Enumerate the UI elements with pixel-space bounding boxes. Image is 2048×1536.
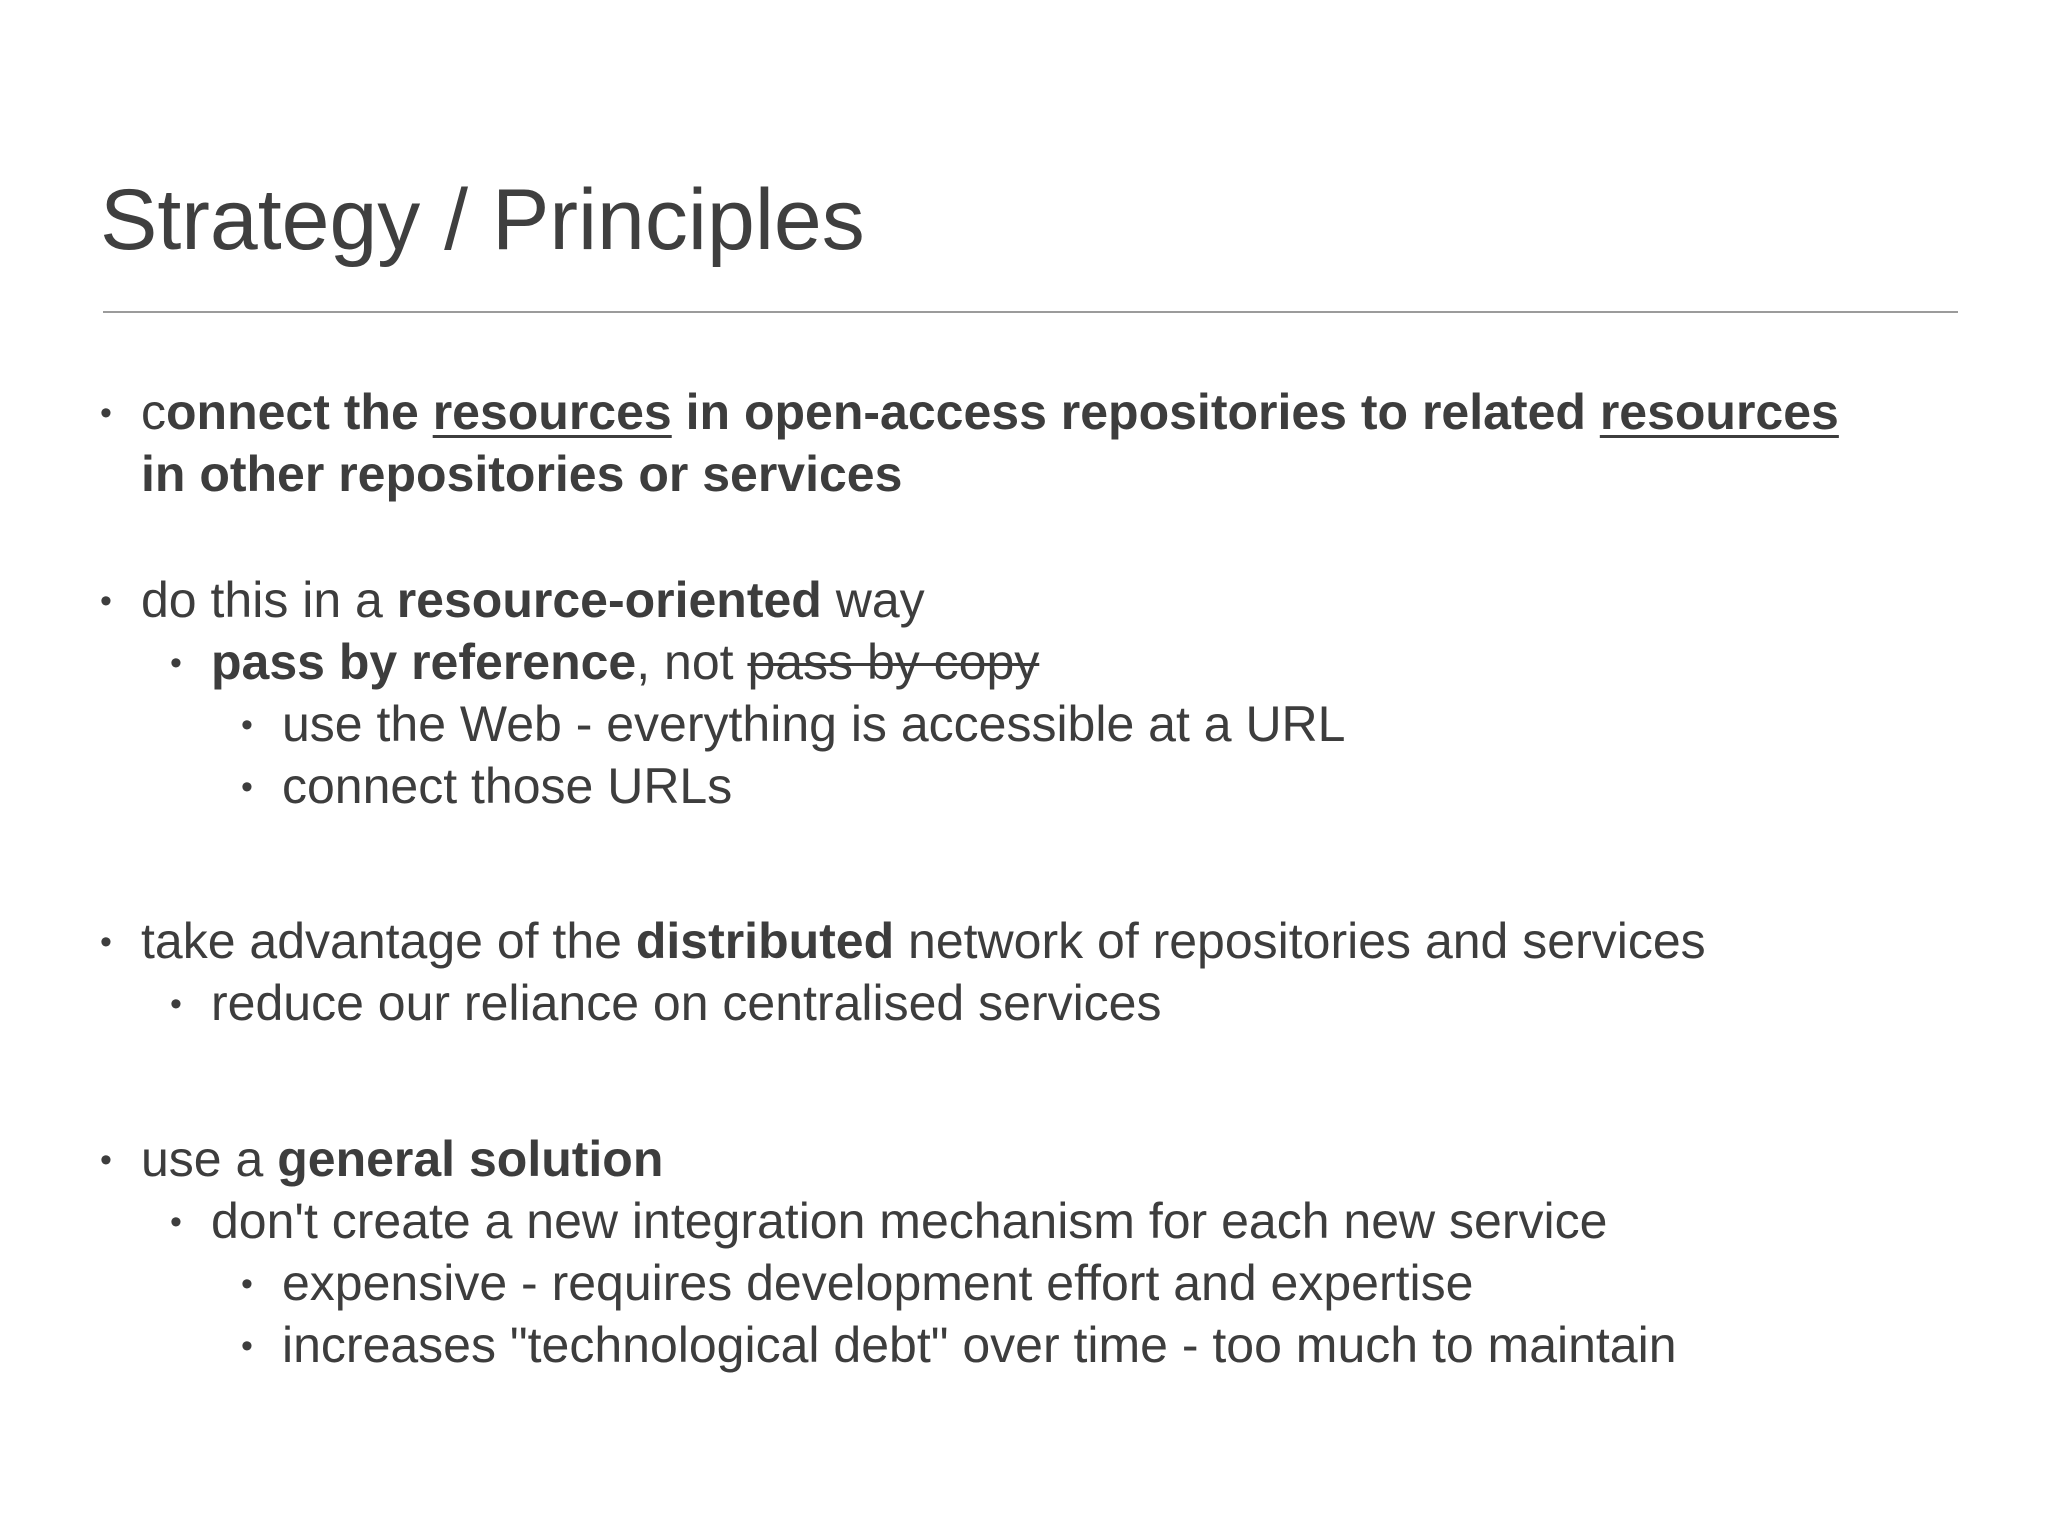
- bullet-1-text-b: onnect the: [166, 384, 433, 440]
- bullet-2-sub-1-text-b: , not: [636, 634, 748, 690]
- bullet-1-line-2: [141, 443, 902, 505]
- sub-bullet-dot: •: [170, 644, 182, 682]
- bullet-4-sub-1: don't create a new integration mechanism for each new service: [211, 1193, 1608, 1249]
- bullet-3-sub-1: reduce our reliance on centralised services: [211, 975, 1162, 1031]
- bullet-2-text-a: do this in a: [141, 572, 397, 628]
- bullet-2-sub-1-item-1: use the Web - everything is accessible at a URL: [282, 696, 1346, 752]
- bullet-1-text-line2: in other repositories or services: [141, 446, 903, 502]
- bullet-1-resources-2: resources: [1599, 384, 1839, 440]
- bullet-1-text-a: c: [141, 384, 166, 440]
- bullet-4-sub-1-item-2: increases "technological debt" over time - too much to maintain: [282, 1317, 1677, 1373]
- bullet-2-sub-1: [211, 631, 1039, 693]
- sub-bullet-dot: •: [170, 1203, 182, 1241]
- title-divider: [103, 311, 1958, 313]
- sub-sub-bullet-dot: •: [241, 1327, 253, 1365]
- slide-title: Strategy / Principles: [100, 172, 865, 268]
- bullet-dot: •: [100, 394, 112, 432]
- bullet-dot: •: [100, 923, 112, 961]
- bullet-1-text-d: in open-access repositories to related: [671, 384, 1600, 440]
- bullet-1-line-1: [141, 381, 1839, 443]
- bullet-4-text-b: general solution: [277, 1131, 664, 1187]
- bullet-2-sub-1-text-a: pass by reference: [211, 634, 637, 690]
- bullet-3-text-c: network of repositories and services: [894, 913, 1706, 969]
- bullet-dot: •: [100, 1141, 112, 1179]
- bullet-4-text-a: use a: [141, 1131, 278, 1187]
- bullet-3-text-b: distributed: [635, 913, 895, 969]
- bullet-3-line: [141, 910, 1706, 972]
- bullet-2-line: [141, 569, 925, 631]
- bullet-4-sub-1-item-1: expensive - requires development effort and expertise: [282, 1255, 1474, 1311]
- bullet-dot: •: [100, 582, 112, 620]
- bullet-2-text-b: resource-oriented: [396, 572, 822, 628]
- bullet-1-resources-1: resources: [432, 384, 672, 440]
- sub-sub-bullet-dot: •: [241, 1265, 253, 1303]
- bullet-3-text-a: take advantage of the: [141, 913, 636, 969]
- sub-bullet-dot: •: [170, 985, 182, 1023]
- sub-sub-bullet-dot: •: [241, 706, 253, 744]
- bullet-2-text-c: way: [821, 572, 925, 628]
- bullet-4-line: [141, 1128, 663, 1190]
- sub-sub-bullet-dot: •: [241, 768, 253, 806]
- bullet-2-sub-1-item-2: connect those URLs: [282, 758, 733, 814]
- bullet-2-sub-1-strikethrough: pass by copy: [747, 634, 1040, 690]
